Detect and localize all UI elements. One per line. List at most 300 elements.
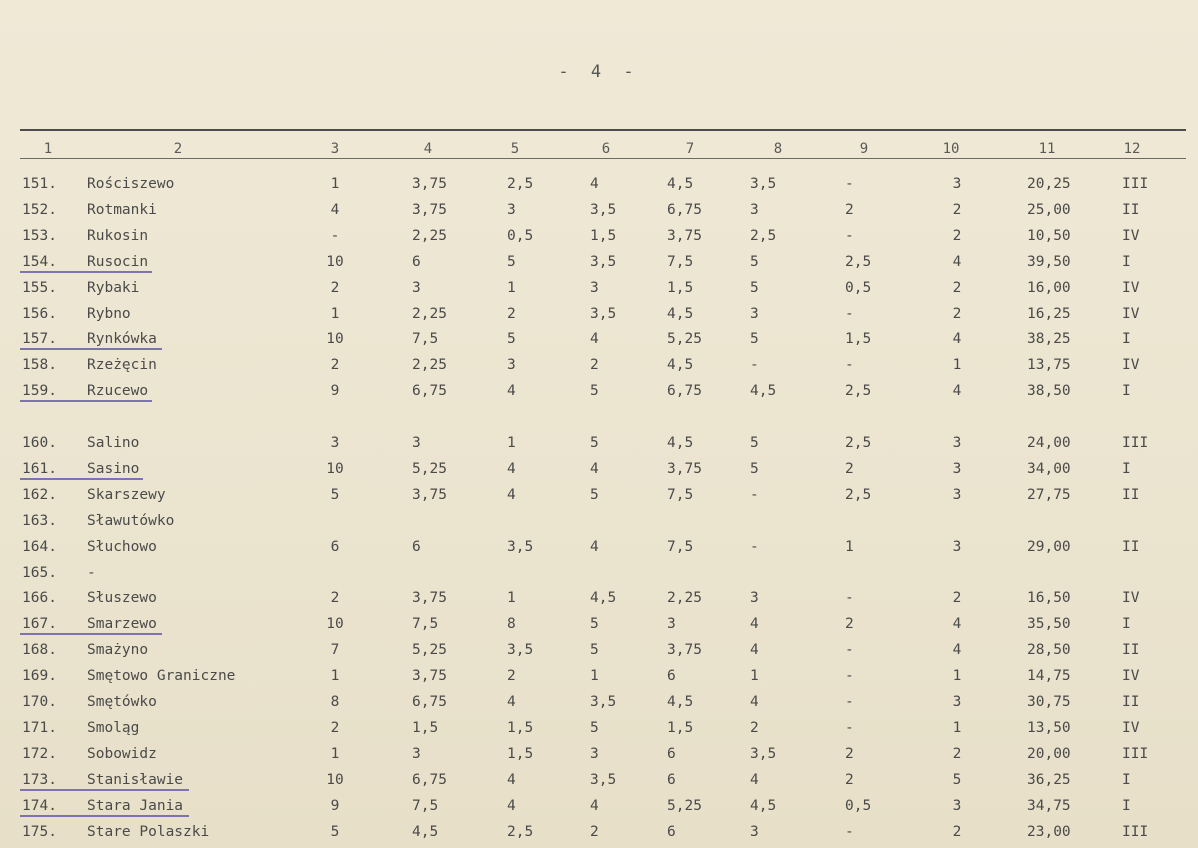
cell-col-10: 4 [952, 616, 962, 633]
cell-col-11: 34,75 [1027, 797, 1071, 814]
cell-col-7: 5,25 [667, 331, 702, 348]
cell-col-6: 3 [590, 745, 599, 762]
cell-col-4: 5,25 [412, 460, 447, 477]
cell-col-10: 2 [952, 279, 962, 296]
locality-name: Rybno [87, 305, 131, 322]
cell-col-8: 5 [750, 435, 759, 451]
cell-col-11: 13,50 [1027, 719, 1071, 736]
cell-col-7: 4,5 [667, 357, 694, 374]
table-row [0, 404, 1198, 430]
cell-col-12: III [1122, 745, 1149, 762]
cell-col-11: 20,25 [1027, 176, 1071, 192]
cell-col-4: 7,5 [412, 331, 439, 348]
cell-col-10: 4 [952, 642, 962, 659]
cell-col-10: 4 [952, 253, 962, 270]
cell-col-12: II [1122, 538, 1140, 555]
cell-col-4: 3,75 [412, 590, 447, 607]
cell-col-3: 3 [330, 435, 340, 451]
row-underline [20, 633, 162, 635]
locality-name: Sobowidz [87, 745, 157, 762]
cell-col-10: 2 [952, 227, 962, 244]
cell-col-12: II [1122, 642, 1140, 659]
row-underline [20, 400, 152, 402]
cell-col-7: 4,5 [667, 176, 694, 192]
cell-col-7: 3,75 [667, 460, 702, 477]
locality-name: Stare Polaszki [87, 823, 210, 840]
cell-col-11: 38,25 [1027, 331, 1071, 348]
cell-col-5: 5 [507, 331, 516, 348]
cell-col-3: 10 [326, 616, 344, 633]
cell-col-6: 5 [590, 616, 599, 633]
column-header-4: 4 [423, 141, 433, 157]
cell-col-12: II [1122, 694, 1140, 710]
cell-col-7: 2,25 [667, 590, 702, 607]
cell-col-11: 30,75 [1027, 694, 1071, 710]
cell-col-4: 3,75 [412, 668, 447, 685]
locality-name: Rotmanki [87, 201, 157, 218]
row-number: 175. [22, 823, 57, 840]
cell-col-5: 2,5 [507, 823, 534, 840]
cell-col-9: - [845, 823, 854, 840]
cell-col-10: 2 [952, 745, 962, 762]
row-number: 160. [22, 435, 57, 451]
cell-col-11: 35,50 [1027, 616, 1071, 633]
cell-col-11: 10,50 [1027, 227, 1071, 244]
table-row [0, 301, 1198, 327]
table-row [0, 637, 1198, 663]
cell-col-9: 2,5 [845, 383, 872, 400]
cell-col-8: 4,5 [750, 797, 777, 814]
top-rule [20, 129, 1186, 131]
column-header-1: 1 [43, 141, 53, 157]
row-number: 166. [22, 590, 57, 607]
cell-col-12: I [1122, 331, 1131, 348]
cell-col-6: 4 [590, 460, 599, 477]
cell-col-5: 3,5 [507, 538, 534, 555]
table-row [0, 249, 1198, 275]
cell-col-5: 4 [507, 797, 516, 814]
cell-col-12: III [1122, 435, 1149, 451]
cell-col-8: 5 [750, 460, 759, 477]
row-number: 169. [22, 668, 57, 685]
cell-col-9: - [845, 590, 854, 607]
cell-col-8: 4 [750, 771, 759, 788]
cell-col-3: 1 [330, 668, 340, 685]
cell-col-12: IV [1122, 357, 1140, 374]
table-row [0, 352, 1198, 378]
cell-col-7: 3,75 [667, 642, 702, 659]
row-number: 165. [22, 564, 57, 581]
cell-col-9: 2 [845, 771, 854, 788]
column-header-3: 3 [330, 141, 340, 157]
cell-col-3: 10 [326, 331, 344, 348]
cell-col-7: 6 [667, 668, 676, 685]
cell-col-3: 1 [330, 745, 340, 762]
cell-col-5: 5 [507, 253, 516, 270]
cell-col-4: 3,75 [412, 176, 447, 192]
cell-col-4: 6,75 [412, 383, 447, 400]
row-number: 154. [22, 253, 57, 270]
cell-col-12: IV [1122, 305, 1140, 322]
cell-col-5: 3 [507, 201, 516, 218]
cell-col-8: - [750, 357, 759, 374]
cell-col-10: 1 [952, 668, 962, 685]
cell-col-6: 1,5 [590, 227, 617, 244]
cell-col-4: 7,5 [412, 616, 439, 633]
row-number: 151. [22, 176, 57, 192]
cell-col-3: 8 [330, 694, 340, 710]
cell-col-9: 2 [845, 616, 854, 633]
cell-col-12: I [1122, 797, 1131, 814]
table-row [0, 482, 1198, 508]
cell-col-6: 1 [590, 668, 599, 685]
cell-col-8: 1 [750, 668, 759, 685]
cell-col-6: 2 [590, 823, 599, 840]
cell-col-11: 14,75 [1027, 668, 1071, 685]
cell-col-10: 2 [952, 305, 962, 322]
cell-col-3: 5 [330, 823, 340, 840]
cell-col-5: 3 [507, 357, 516, 374]
table-row [0, 378, 1198, 404]
cell-col-5: 4 [507, 694, 516, 710]
cell-col-9: - [845, 668, 854, 685]
cell-col-8: 2,5 [750, 227, 777, 244]
cell-col-6: 3,5 [590, 694, 617, 710]
locality-name: Słuchowo [87, 538, 157, 555]
cell-col-3: 9 [330, 383, 340, 400]
cell-col-9: 2 [845, 745, 854, 762]
table-row [0, 326, 1198, 352]
table-row [0, 689, 1198, 715]
cell-col-5: 1 [507, 279, 516, 296]
locality-name: Stara Jania [87, 797, 184, 814]
cell-col-9: 2,5 [845, 253, 872, 270]
cell-col-6: 4 [590, 797, 599, 814]
cell-col-8: 4,5 [750, 383, 777, 400]
cell-col-11: 39,50 [1027, 253, 1071, 270]
row-number: 156. [22, 305, 57, 322]
row-number: 162. [22, 486, 57, 503]
cell-col-8: 3,5 [750, 176, 777, 192]
cell-col-8: 4 [750, 642, 759, 659]
locality-name: - [87, 564, 96, 581]
cell-col-9: - [845, 176, 854, 192]
cell-col-10: 3 [952, 694, 962, 710]
row-number: 161. [22, 460, 57, 477]
cell-col-12: II [1122, 486, 1140, 503]
cell-col-11: 25,00 [1027, 201, 1071, 218]
cell-col-3: 10 [326, 253, 344, 270]
table-row [0, 793, 1198, 819]
locality-name: Rzucewo [87, 383, 149, 400]
cell-col-9: 2,5 [845, 486, 872, 503]
cell-col-5: 3,5 [507, 642, 534, 659]
cell-col-7: 4,5 [667, 694, 694, 710]
table-row [0, 430, 1198, 456]
cell-col-3: 6 [330, 538, 340, 555]
locality-name: Słuszewo [87, 590, 157, 607]
cell-col-7: 1,5 [667, 719, 694, 736]
row-number: 159. [22, 383, 57, 400]
cell-col-5: 0,5 [507, 227, 534, 244]
table-row [0, 741, 1198, 767]
cell-col-3: 1 [330, 176, 340, 192]
cell-col-5: 1 [507, 590, 516, 607]
row-number: 153. [22, 227, 57, 244]
cell-col-9: - [845, 719, 854, 736]
cell-col-9: 0,5 [845, 797, 872, 814]
locality-name: Rościszewo [87, 176, 175, 192]
cell-col-4: 6 [412, 253, 421, 270]
table-row [0, 715, 1198, 741]
row-number: 174. [22, 797, 57, 814]
cell-col-3: 5 [330, 486, 340, 503]
table-row [0, 171, 1198, 197]
locality-name: Smoląg [87, 719, 140, 736]
row-number: 155. [22, 279, 57, 296]
cell-col-4: 2,25 [412, 305, 447, 322]
cell-col-8: 3 [750, 590, 759, 607]
table-row [0, 508, 1198, 534]
cell-col-4: 2,25 [412, 227, 447, 244]
cell-col-8: 4 [750, 694, 759, 710]
table-row [0, 611, 1198, 637]
row-underline [20, 789, 189, 791]
row-number: 170. [22, 694, 57, 710]
cell-col-11: 27,75 [1027, 486, 1071, 503]
cell-col-7: 6,75 [667, 201, 702, 218]
cell-col-9: 0,5 [845, 279, 872, 296]
cell-col-6: 3 [590, 279, 599, 296]
locality-name: Rzeżęcin [87, 357, 157, 374]
locality-name: Skarszewy [87, 486, 166, 503]
cell-col-6: 3,5 [590, 305, 617, 322]
cell-col-3: 2 [330, 719, 340, 736]
cell-col-4: 3 [412, 745, 421, 762]
cell-col-3: 9 [330, 797, 340, 814]
cell-col-6: 3,5 [590, 253, 617, 270]
cell-col-9: 1 [845, 538, 854, 555]
cell-col-4: 3 [412, 435, 421, 451]
cell-col-6: 3,5 [590, 201, 617, 218]
column-header-7: 7 [685, 141, 695, 157]
row-number: 152. [22, 201, 57, 218]
cell-col-3: 4 [330, 201, 340, 218]
cell-col-11: 38,50 [1027, 383, 1071, 400]
table-row [0, 663, 1198, 689]
cell-col-4: 2,25 [412, 357, 447, 374]
cell-col-8: 5 [750, 279, 759, 296]
cell-col-12: I [1122, 383, 1131, 400]
cell-col-7: 6,75 [667, 383, 702, 400]
cell-col-9: - [845, 357, 854, 374]
cell-col-10: 2 [952, 823, 962, 840]
locality-name: Salino [87, 435, 140, 451]
table-row [0, 767, 1198, 793]
cell-col-12: IV [1122, 590, 1140, 607]
column-header-5: 5 [510, 141, 520, 157]
row-underline [20, 478, 143, 480]
cell-col-8: - [750, 538, 759, 555]
cell-col-3: 1 [330, 305, 340, 322]
table-row [0, 585, 1198, 611]
cell-col-7: 6 [667, 823, 676, 840]
column-header-12: 12 [1123, 141, 1141, 157]
table-row [0, 819, 1198, 845]
cell-col-8: 3 [750, 823, 759, 840]
cell-col-10: 3 [952, 538, 962, 555]
cell-col-4: 6,75 [412, 771, 447, 788]
cell-col-11: 29,00 [1027, 538, 1071, 555]
column-header-8: 8 [773, 141, 783, 157]
cell-col-9: 2 [845, 201, 854, 218]
cell-col-12: IV [1122, 227, 1140, 244]
cell-col-7: 3 [667, 616, 676, 633]
row-number: 172. [22, 745, 57, 762]
cell-col-3: - [330, 227, 340, 244]
cell-col-4: 3 [412, 279, 421, 296]
locality-name: Sasino [87, 460, 140, 477]
cell-col-12: I [1122, 460, 1131, 477]
locality-name: Rybaki [87, 279, 140, 296]
cell-col-8: - [750, 486, 759, 503]
cell-col-12: III [1122, 823, 1149, 840]
cell-col-9: - [845, 694, 854, 710]
cell-col-10: 3 [952, 435, 962, 451]
row-number: 164. [22, 538, 57, 555]
table-row [0, 275, 1198, 301]
cell-col-11: 36,25 [1027, 771, 1071, 788]
column-header-2: 2 [173, 141, 183, 157]
cell-col-5: 4 [507, 383, 516, 400]
cell-col-12: I [1122, 253, 1131, 270]
cell-col-6: 4 [590, 176, 599, 192]
cell-col-10: 4 [952, 331, 962, 348]
table-row [0, 534, 1198, 560]
cell-col-6: 5 [590, 435, 599, 451]
cell-col-8: 5 [750, 331, 759, 348]
cell-col-6: 2 [590, 357, 599, 374]
cell-col-4: 7,5 [412, 797, 439, 814]
cell-col-12: IV [1122, 668, 1140, 685]
cell-col-5: 4 [507, 771, 516, 788]
cell-col-12: IV [1122, 719, 1140, 736]
cell-col-4: 5,25 [412, 642, 447, 659]
row-number: 167. [22, 616, 57, 633]
cell-col-12: I [1122, 771, 1131, 788]
cell-col-5: 4 [507, 460, 516, 477]
cell-col-5: 2 [507, 668, 516, 685]
cell-col-11: 16,00 [1027, 279, 1071, 296]
cell-col-7: 7,5 [667, 538, 694, 555]
cell-col-10: 4 [952, 383, 962, 400]
cell-col-4: 1,5 [412, 719, 439, 736]
cell-col-8: 2 [750, 719, 759, 736]
cell-col-10: 2 [952, 590, 962, 607]
cell-col-9: 2,5 [845, 435, 872, 451]
cell-col-4: 3,75 [412, 486, 447, 503]
locality-name: Stanisławie [87, 771, 184, 788]
page-number: - 4 - [558, 62, 640, 82]
cell-col-3: 10 [326, 460, 344, 477]
cell-col-6: 5 [590, 486, 599, 503]
cell-col-10: 1 [952, 357, 962, 374]
cell-col-8: 4 [750, 616, 759, 633]
cell-col-3: 7 [330, 642, 340, 659]
cell-col-11: 34,00 [1027, 460, 1071, 477]
cell-col-9: 2 [845, 460, 854, 477]
cell-col-9: 1,5 [845, 331, 872, 348]
cell-col-7: 7,5 [667, 486, 694, 503]
locality-name: Rukosin [87, 227, 149, 244]
row-number: 173. [22, 771, 57, 788]
cell-col-6: 5 [590, 642, 599, 659]
cell-col-6: 4,5 [590, 590, 617, 607]
table-row [0, 197, 1198, 223]
cell-col-9: - [845, 305, 854, 322]
cell-col-7: 1,5 [667, 279, 694, 296]
cell-col-11: 20,00 [1027, 745, 1071, 762]
locality-name: Smażyno [87, 642, 149, 659]
cell-col-5: 1,5 [507, 719, 534, 736]
row-underline [20, 271, 152, 273]
cell-col-10: 3 [952, 486, 962, 503]
cell-col-3: 2 [330, 357, 340, 374]
row-number: 157. [22, 331, 57, 348]
cell-col-5: 8 [507, 616, 516, 633]
cell-col-10: 3 [952, 797, 962, 814]
row-underline [20, 815, 189, 817]
cell-col-7: 4,5 [667, 435, 694, 451]
cell-col-11: 13,75 [1027, 357, 1071, 374]
locality-name: Smarzewo [87, 616, 157, 633]
cell-col-6: 4 [590, 538, 599, 555]
cell-col-5: 2,5 [507, 176, 534, 192]
cell-col-4: 6,75 [412, 694, 447, 710]
cell-col-6: 3,5 [590, 771, 617, 788]
locality-name: Smętowo Graniczne [87, 668, 236, 685]
cell-col-8: 3 [750, 305, 759, 322]
cell-col-12: IV [1122, 279, 1140, 296]
row-number: 171. [22, 719, 57, 736]
row-underline [20, 348, 162, 350]
locality-name: Rynkówka [87, 331, 157, 348]
cell-col-4: 6 [412, 538, 421, 555]
cell-col-7: 4,5 [667, 305, 694, 322]
cell-col-3: 10 [326, 771, 344, 788]
row-number: 168. [22, 642, 57, 659]
row-number: 163. [22, 512, 57, 529]
cell-col-5: 2 [507, 305, 516, 322]
cell-col-5: 1,5 [507, 745, 534, 762]
cell-col-4: 4,5 [412, 823, 439, 840]
cell-col-3: 2 [330, 279, 340, 296]
cell-col-11: 16,50 [1027, 590, 1071, 607]
cell-col-6: 5 [590, 383, 599, 400]
locality-name: Smętówko [87, 694, 157, 710]
cell-col-11: 28,50 [1027, 642, 1071, 659]
column-header-10: 10 [942, 141, 960, 157]
cell-col-12: II [1122, 201, 1140, 218]
cell-col-11: 16,25 [1027, 305, 1071, 322]
cell-col-10: 3 [952, 460, 962, 477]
cell-col-5: 4 [507, 486, 516, 503]
cell-col-11: 24,00 [1027, 435, 1071, 451]
cell-col-10: 2 [952, 201, 962, 218]
cell-col-6: 4 [590, 331, 599, 348]
cell-col-3: 2 [330, 590, 340, 607]
cell-col-4: 3,75 [412, 201, 447, 218]
